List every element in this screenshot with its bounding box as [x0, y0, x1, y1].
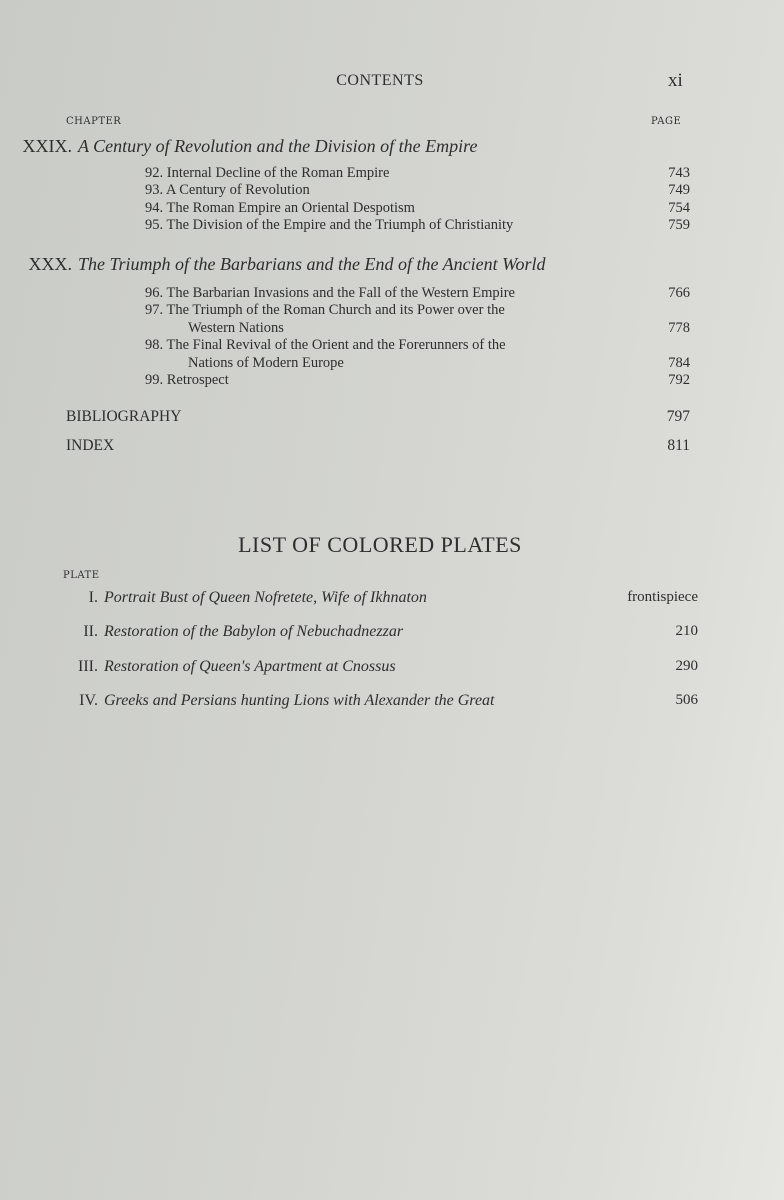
toc-bibliography: BIBLIOGRAPHY 797	[66, 408, 690, 425]
plate-entry: IV. Greeks and Persians hunting Lions with Alexander the Great 506	[79, 692, 698, 709]
chapter-label: CHAPTER	[66, 116, 122, 127]
plate-entry: III. Restoration of Queen's Apartment at Cnossus 290	[78, 658, 698, 675]
page-label: PAGE	[651, 116, 682, 127]
page-number: xi	[668, 70, 683, 91]
chapter-title: The Triumph of the Barbarians and the End of the Ancient World	[78, 254, 546, 274]
plate-entry: II. Restoration of the Babylon of Nebuchadnezzar 210	[83, 623, 698, 640]
toc-entry: 99. Retrospect 792	[145, 372, 690, 388]
toc-entry: 96. The Barbarian Invasions and the Fall of the Western Empire 766	[145, 285, 690, 301]
chapter-numeral: XXIX.	[22, 136, 72, 156]
toc-entry: 95. The Division of the Empire and the Triumph of Christianity 759	[145, 217, 690, 233]
toc-entry: 94. The Roman Empire an Oriental Despotism 754	[145, 200, 690, 216]
toc-entry: 93. A Century of Revolution 749	[145, 182, 690, 198]
plate-label: PLATE	[63, 570, 100, 581]
plates-heading: LIST OF COLORED PLATES	[238, 532, 522, 557]
toc-index: INDEX 811	[66, 437, 690, 454]
chapter-numeral: XXX.	[28, 254, 72, 274]
page-heading: CONTENTS	[336, 72, 424, 89]
chapter-heading	[0, 136, 477, 157]
plate-entry: I. Portrait Bust of Queen Nofretete, Wife of Ikhnaton frontispiece	[88, 589, 698, 606]
chapter-title: A Century of Revolution and the Division of the Empire	[78, 136, 478, 156]
chapter-heading	[0, 254, 546, 275]
toc-entry: 92. Internal Decline of the Roman Empire 743	[145, 165, 690, 181]
toc-entry: 97. The Triumph of the Roman Church and its Power over the Western Nations 778	[145, 302, 690, 336]
toc-entry: 98. The Final Revival of the Orient and the Forerunners of the Nations of Modern Europe 784	[145, 337, 690, 371]
